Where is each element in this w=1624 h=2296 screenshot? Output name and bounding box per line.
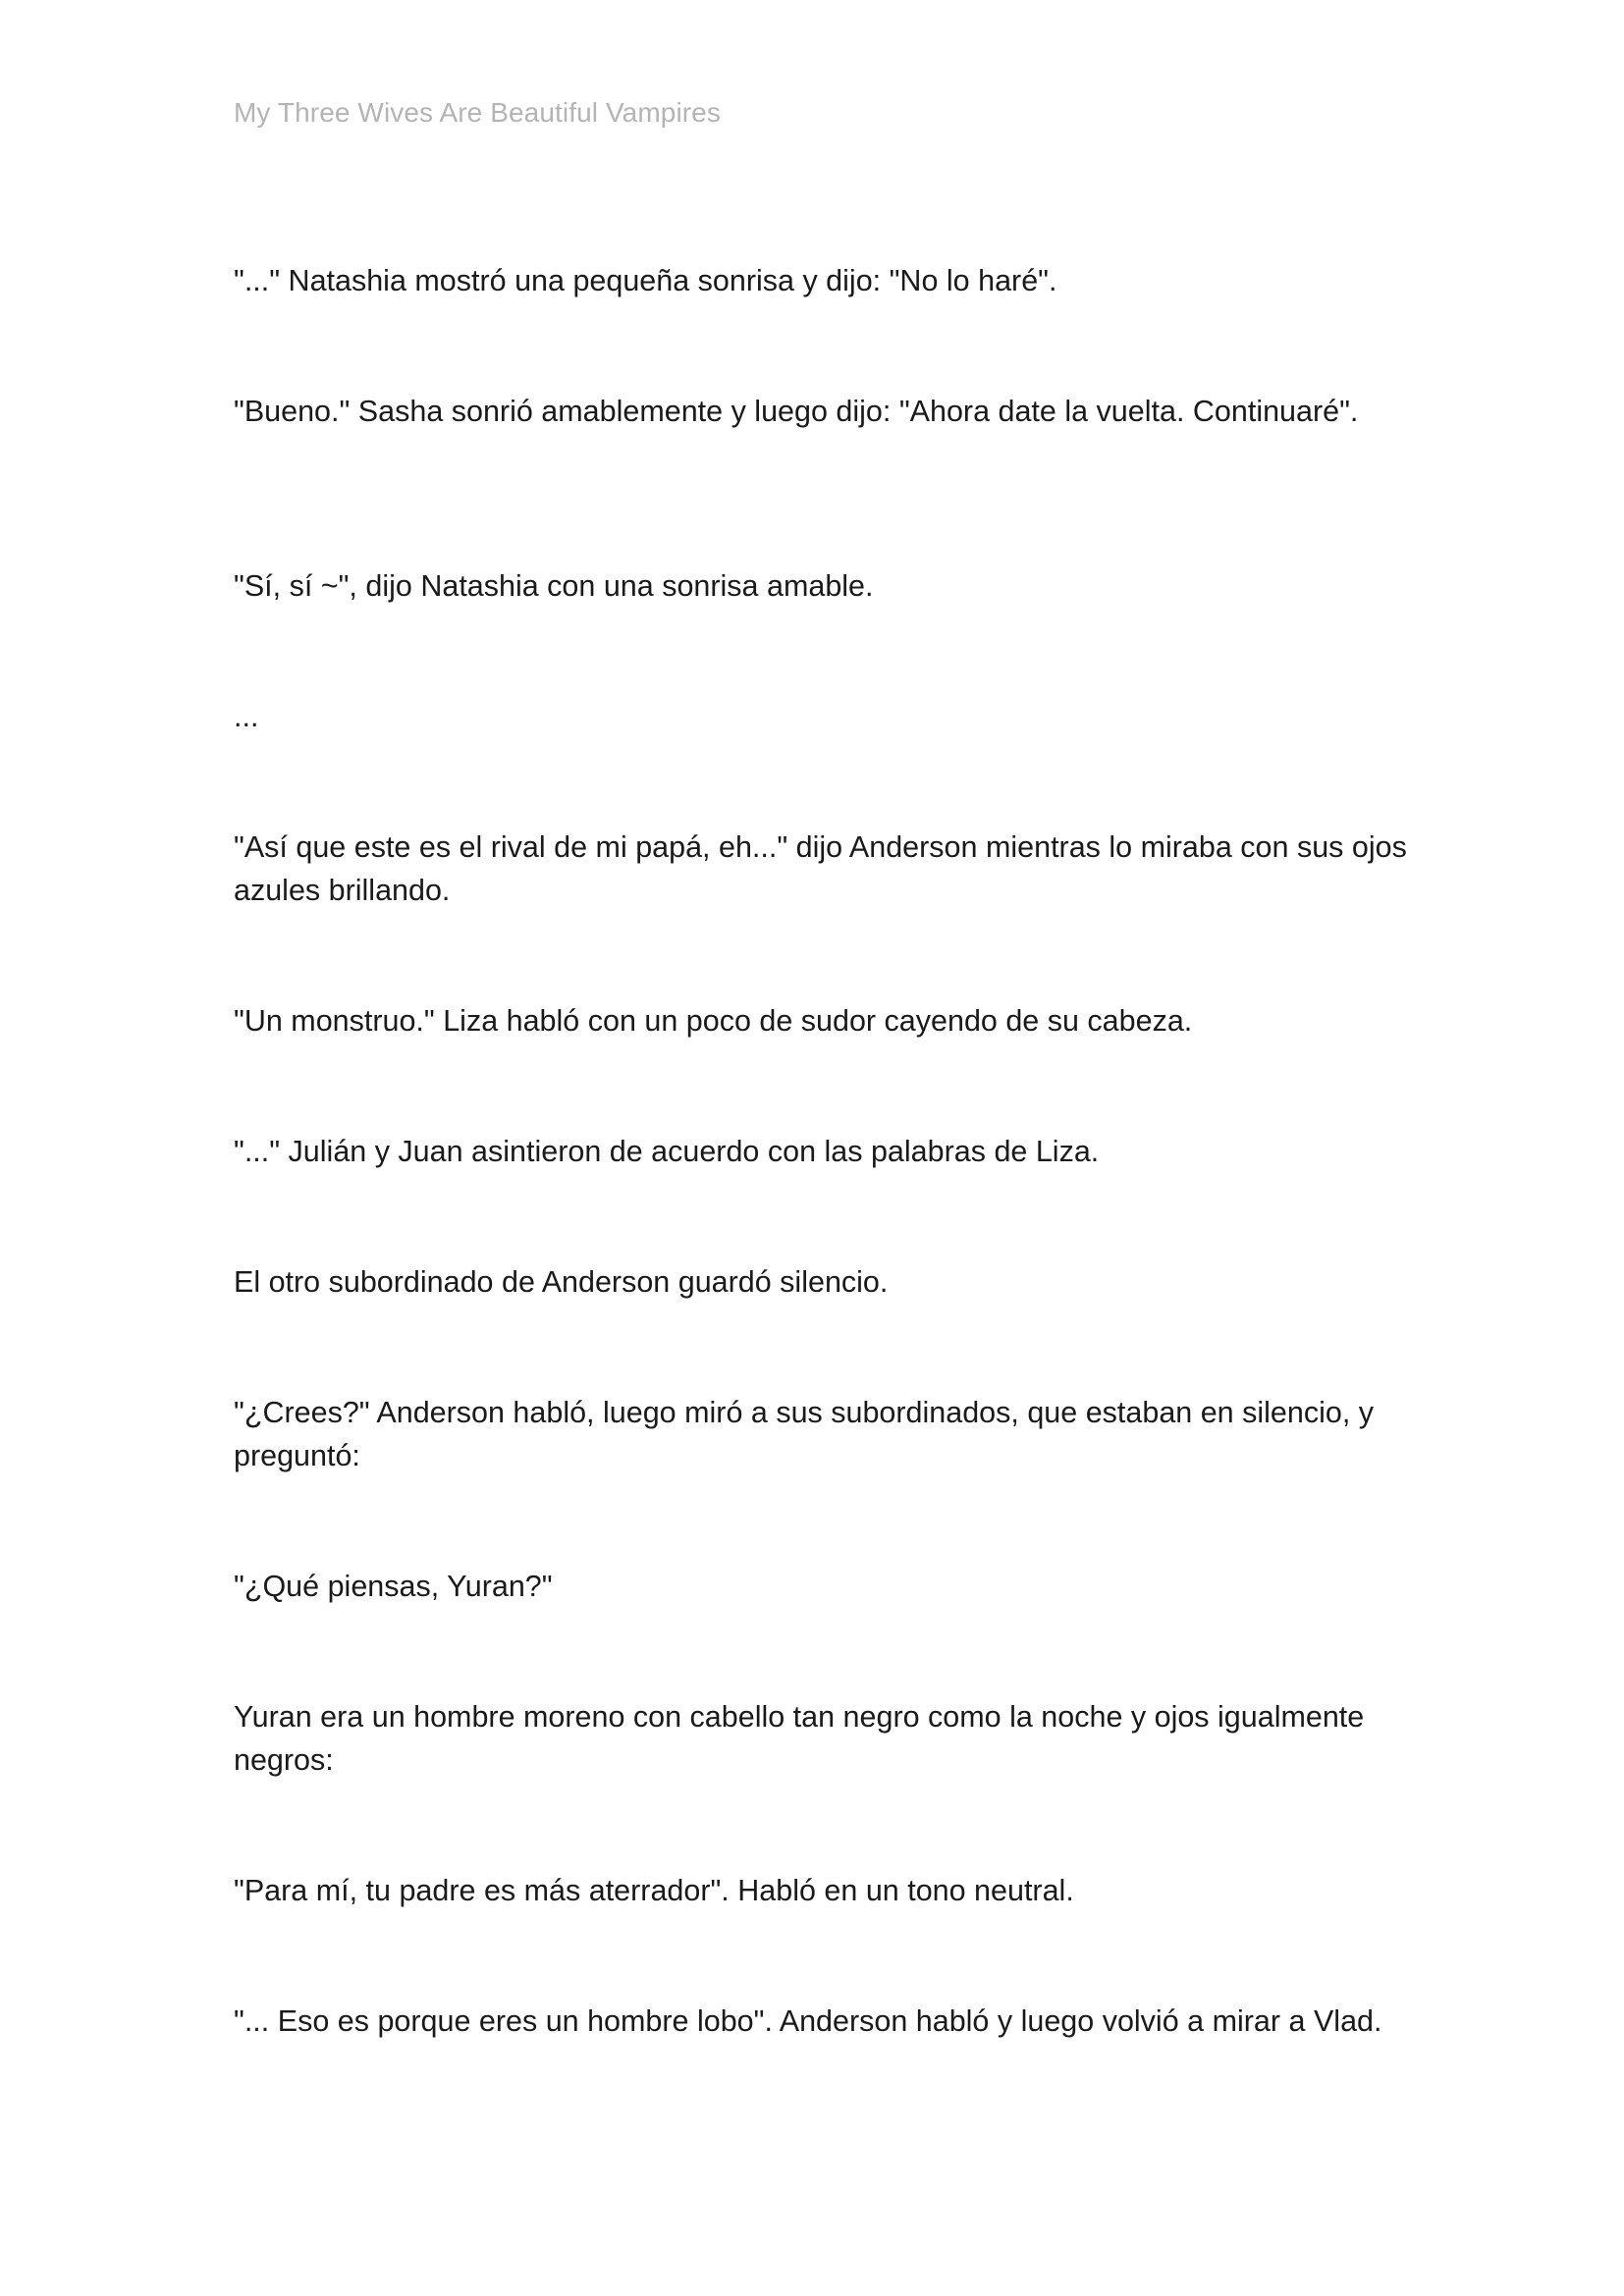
paragraph: "¿Crees?" Anderson habló, luego miró a sus subordinados, que estaban en silencio, y preguntó: — [234, 1396, 1375, 1472]
running-header: My Three Wives Are Beautiful Vampires — [234, 97, 721, 128]
paragraph: "Sí, sí ~", dijo Natashia con una sonrisa amable. — [234, 569, 874, 603]
paragraph: "Para mí, tu padre es más aterrador". Habló en un tono neutral. — [234, 1874, 1074, 1907]
paragraph: "..." Julián y Juan asintieron de acuerdo con las palabras de Liza. — [234, 1135, 1100, 1168]
paragraph: "... Eso es porque eres un hombre lobo". Anderson habló y luego volvió a mirar a Vlad. — [234, 2004, 1382, 2038]
paragraph: "¿Qué piensas, Yuran?" — [234, 1570, 553, 1603]
paragraph: El otro subordinado de Anderson guardó silencio. — [234, 1265, 889, 1299]
paragraph: ... — [234, 700, 259, 733]
paragraph: "Un monstruo." Liza habló con un poco de sudor cayendo de su cabeza. — [234, 1004, 1193, 1038]
paragraph: "Así que este es el rival de mi papá, eh..." dijo Anderson mientras lo miraba con sus ojos azules brillando. — [234, 830, 1407, 907]
paragraph: "..." Natashia mostró una pequeña sonrisa y dijo: "No lo haré". — [234, 264, 1057, 297]
paragraph: "Bueno." Sasha sonrió amablemente y luego dijo: "Ahora date la vuelta. Continuaré". — [234, 395, 1359, 428]
paragraph: Yuran era un hombre moreno con cabello tan negro como la noche y ojos igualmente negros: — [234, 1700, 1365, 1777]
